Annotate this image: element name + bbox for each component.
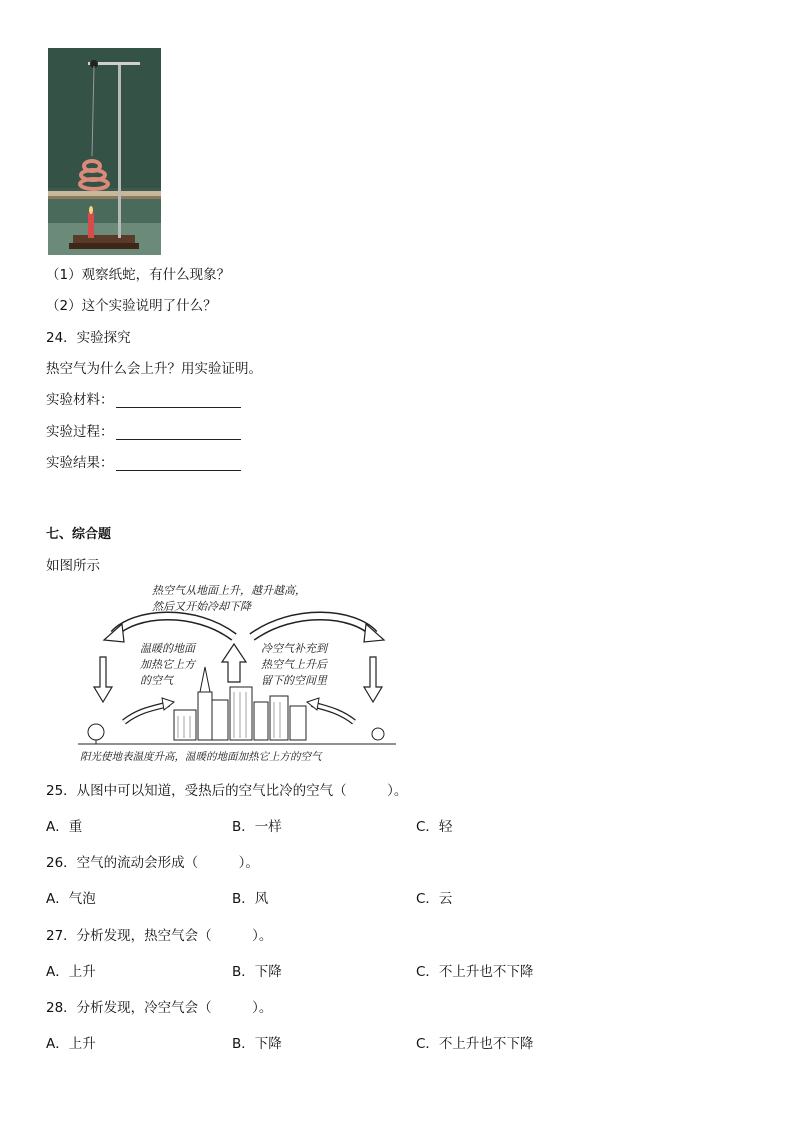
q26-option-b[interactable]: B．风 bbox=[232, 891, 269, 907]
result-label: 实验结果： bbox=[46, 455, 114, 471]
materials-answer-blank[interactable] bbox=[116, 393, 241, 408]
q23-sub1: （1）观察纸蛇，有什么现象？ bbox=[46, 267, 231, 283]
experiment-photo bbox=[48, 48, 161, 255]
q24-result-row bbox=[46, 451, 241, 471]
diagram-left-text-2: 加热它上方 bbox=[140, 658, 195, 671]
section7-intro: 如图所示 bbox=[46, 558, 100, 574]
q24-process-row bbox=[46, 420, 241, 440]
q25-option-b[interactable]: B．一样 bbox=[232, 819, 282, 835]
q26-stem: 26．空气的流动会形成（ ）。 bbox=[46, 855, 259, 871]
q24-materials-row bbox=[46, 388, 241, 408]
materials-label: 实验材料： bbox=[46, 392, 114, 408]
q28-option-c[interactable]: C．不上升也不下降 bbox=[416, 1036, 534, 1052]
q27-option-c[interactable]: C．不上升也不下降 bbox=[416, 964, 534, 980]
process-label: 实验过程： bbox=[46, 424, 114, 440]
q28-option-b[interactable]: B．下降 bbox=[232, 1036, 282, 1052]
diagram-bottom-text: 阳光使地表温度升高，温暖的地面加热它上方的空气 bbox=[80, 751, 322, 763]
diagram-right-text-2: 热空气上升后 bbox=[261, 658, 327, 671]
q27-option-b[interactable]: B．下降 bbox=[232, 964, 282, 980]
q28-option-a[interactable]: A．上升 bbox=[46, 1036, 96, 1052]
process-answer-blank[interactable] bbox=[116, 425, 241, 440]
q27-option-a[interactable]: A．上升 bbox=[46, 964, 96, 980]
q26-option-a[interactable]: A．气泡 bbox=[46, 891, 96, 907]
diagram-left-text-1: 温暖的地面 bbox=[140, 642, 195, 655]
q25-option-a[interactable]: A．重 bbox=[46, 819, 83, 835]
diagram-top-text-2: 然后又开始冷却下降 bbox=[152, 600, 251, 613]
q23-sub2: （2）这个实验说明了什么？ bbox=[46, 298, 217, 314]
q24-title: 24．实验探究 bbox=[46, 330, 131, 346]
q24-prompt: 热空气为什么会上升？用实验证明。 bbox=[46, 361, 262, 377]
diagram-left-text-3: 的空气 bbox=[140, 674, 173, 687]
q27-stem: 27．分析发现，热空气会（ ）。 bbox=[46, 928, 273, 944]
q25-stem: 25．从图中可以知道，受热后的空气比冷的空气（ ）。 bbox=[46, 783, 408, 799]
q26-option-c[interactable]: C．云 bbox=[416, 891, 453, 907]
section7-title: 七、综合题 bbox=[46, 527, 112, 542]
diagram-right-text-3: 留下的空间里 bbox=[261, 674, 327, 687]
diagram-top-text-1: 热空气从地面上升，越升越高， bbox=[152, 584, 306, 597]
q28-stem: 28．分析发现，冷空气会（ ）。 bbox=[46, 1000, 273, 1016]
convection-diagram bbox=[74, 582, 400, 764]
diagram-right-text-1: 冷空气补充到 bbox=[261, 642, 327, 655]
result-answer-blank[interactable] bbox=[116, 456, 241, 471]
q25-option-c[interactable]: C．轻 bbox=[416, 819, 453, 835]
